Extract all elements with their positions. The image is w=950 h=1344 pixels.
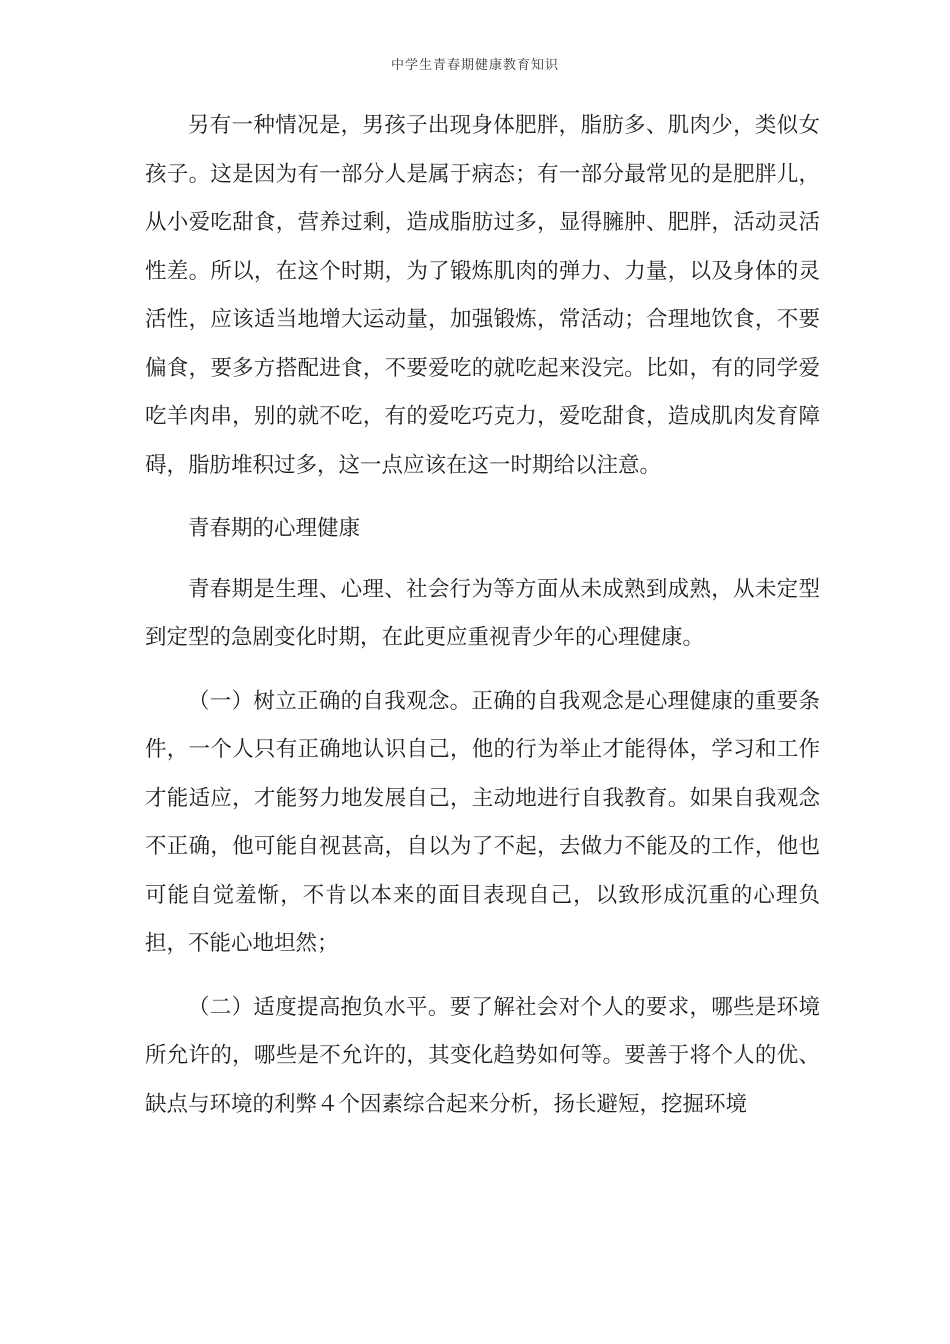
paragraph-obesity: 另有一种情况是，男孩子出现身体肥胖，脂肪多、肌肉少，类似女孩子。这是因为有一部分人是属于病态；有一部分最常见的是肥胖儿，从小爱吃甜食，营养过剩，造成脂肪过多，显得臃肿、肥胖，活动灵活性差。所以，在这个时期，为了锻炼肌肉的弹力、力量，以及身体的灵活性，应该适当地增大运动量，加强锻炼，常活动；合理地饮食，不要偏食，要多方搭配进食，不要爱吃的就吃起来没完。比如，有的同学爱吃羊肉串，别的就不吃，有的爱吃巧克力，爱吃甜食，造成肌肉发育障碍，脂肪堆积过多，这一点应该在这一时期给以注意。 — [145, 113, 820, 478]
section-heading: 青春期的心理健康 — [188, 516, 361, 541]
page-header: 中学生青春期健康教育知识 — [390, 58, 559, 73]
document-body — [145, 102, 820, 1141]
paragraph-aspiration: （二）适度提高抱负水平。要了解社会对个人的要求，哪些是环境所允许的，哪些是不允许的，其变化趋势如何等。要善于将个人的优、缺点与环境的利弊４个因素综合起来分析，扬长避短，挖掘环境 — [145, 994, 820, 1117]
paragraph-intro: 青春期是生理、心理、社会行为等方面从未成熟到成熟，从未定型到定型的急剧变化时期，在此更应重视青少年的心理健康。 — [145, 576, 820, 650]
paragraph-self-concept: （一）树立正确的自我观念。正确的自我观念是心理健康的重要条件，一个人只有正确地认识自己，他的行为举止才能得体，学习和工作才能适应，才能努力地发展自己，主动地进行自我教育。如果自我观念不正确，他可能自视甚高，自以为了不起，去做力不能及的工作，他也可能自觉羞惭，不肯以本来的面目表现自己，以致形成沉重的心理负担，不能心地坦然； — [145, 688, 820, 956]
